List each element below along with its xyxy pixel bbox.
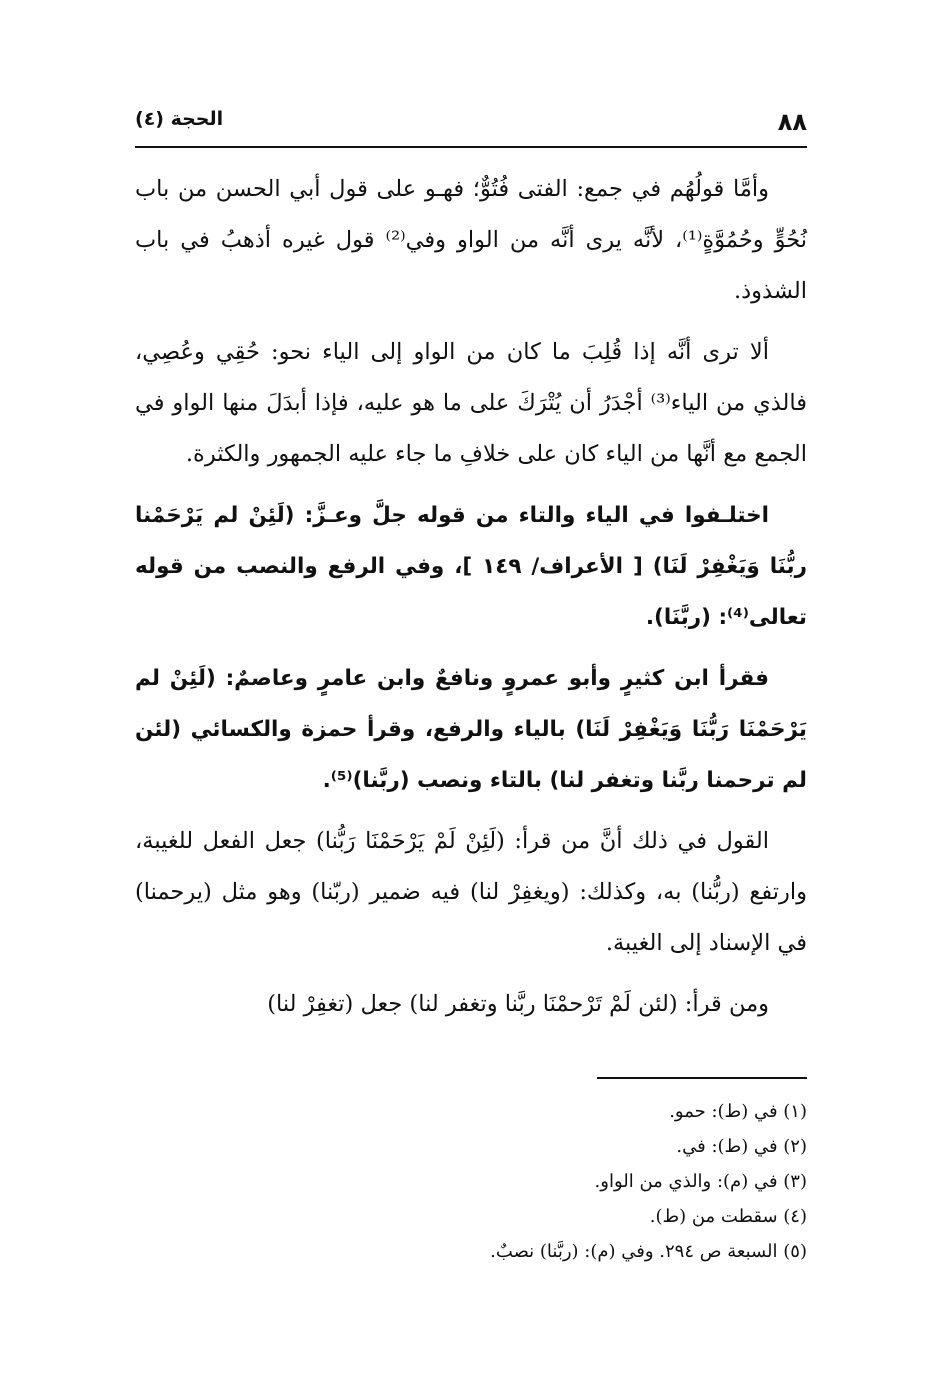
- paragraph-heading: اختلـفوا في الياء والتاء من قوله جلَّ وعـزَّ: (لَئِنْ لم يَرْحَمْنا ربُّنَا وَيَغْفِرْ لَنَا) [ الأعراف/ ١٤٩ ]، وفي الرفع والنصب من قوله تعالى⁽⁴⁾: (ربَّنَا).: [135, 503, 808, 630]
- paragraph: وأمَّا قولُهُم في جمع: الفتى فُتُوٌّ؛ فهـو على قول أبي الحسن من باب نُحُوٍّ وحُمُوَّةٍ⁽¹⁾، لأنَّه يرى أنَّه من الواو وفي⁽²⁾ قول غيره أذهبُ في باب الشذوذ.: [135, 176, 808, 304]
- header-rule: [135, 146, 807, 148]
- running-title: الحجة (٤): [135, 108, 224, 130]
- body-text: [135, 164, 807, 1040]
- footnotes: [135, 1094, 807, 1269]
- footnote: (٣) في (م): والذي من الواو.: [594, 1171, 807, 1192]
- paragraph: ومن قرأ: (لئن لَمْ تَرْحمْنَا ربَّنا وتغفر لنا) جعل (تغفِرْ لنا): [267, 991, 769, 1017]
- paragraph: ألا ترى أنَّه إذا قُلِبَ ما كان من الواو إلى الياء نحو: حُقِي وعُصِي، فالذي من الياء⁽³⁾ أجْدَرُ أن يُتْرَكَ على ما هو عليه، فإذا أبدَلَ منها الواو في الجمع مع أنَّها من الياء كان على خلافِ ما جاء عليه الجمهور والكثرة.: [135, 339, 808, 467]
- footnote-rule: [597, 1077, 807, 1079]
- page-header: [135, 104, 807, 144]
- paragraph-readings: فقرأ ابن كثيرٍ وأبو عمروٍ ونافعٌ وابن عامرٍ وعاصمٌ: (لَئِنْ لم يَرْحَمْنَا رَبُّنَا وَيَغْفِرْ لَنَا) بالياء والرفع، وقرأ حمزة والكسائي (لئن لم ترحمنا ربَّنا وتغفر لنا) بالتاء ونصب (ربَّنا)⁽⁵⁾.: [135, 666, 807, 793]
- paragraph: القول في ذلك أنَّ من قرأ: (لَئِنْ لَمْ يَرْحَمْنَا رَبُّنا) جعل الفعل للغيبة، وارتفع (ربُّنا) به، وكذلك: (ويغفِرْ لنا) فيه ضمير (ربّنا) وهو مثل (يرحمنا) في الإسناد إلى الغيبة.: [135, 828, 807, 956]
- footnote: (٤) سقطت من (ط).: [649, 1206, 807, 1227]
- footnote: (٢) في (ط): في.: [676, 1136, 807, 1157]
- footnote: (٥) السبعة ص ٢٩٤. وفي (م): (ربَّنا) نصبٌ.: [490, 1241, 807, 1262]
- footnote: (١) في (ط): حمو.: [669, 1101, 807, 1122]
- page-number: ٨٨: [777, 108, 807, 136]
